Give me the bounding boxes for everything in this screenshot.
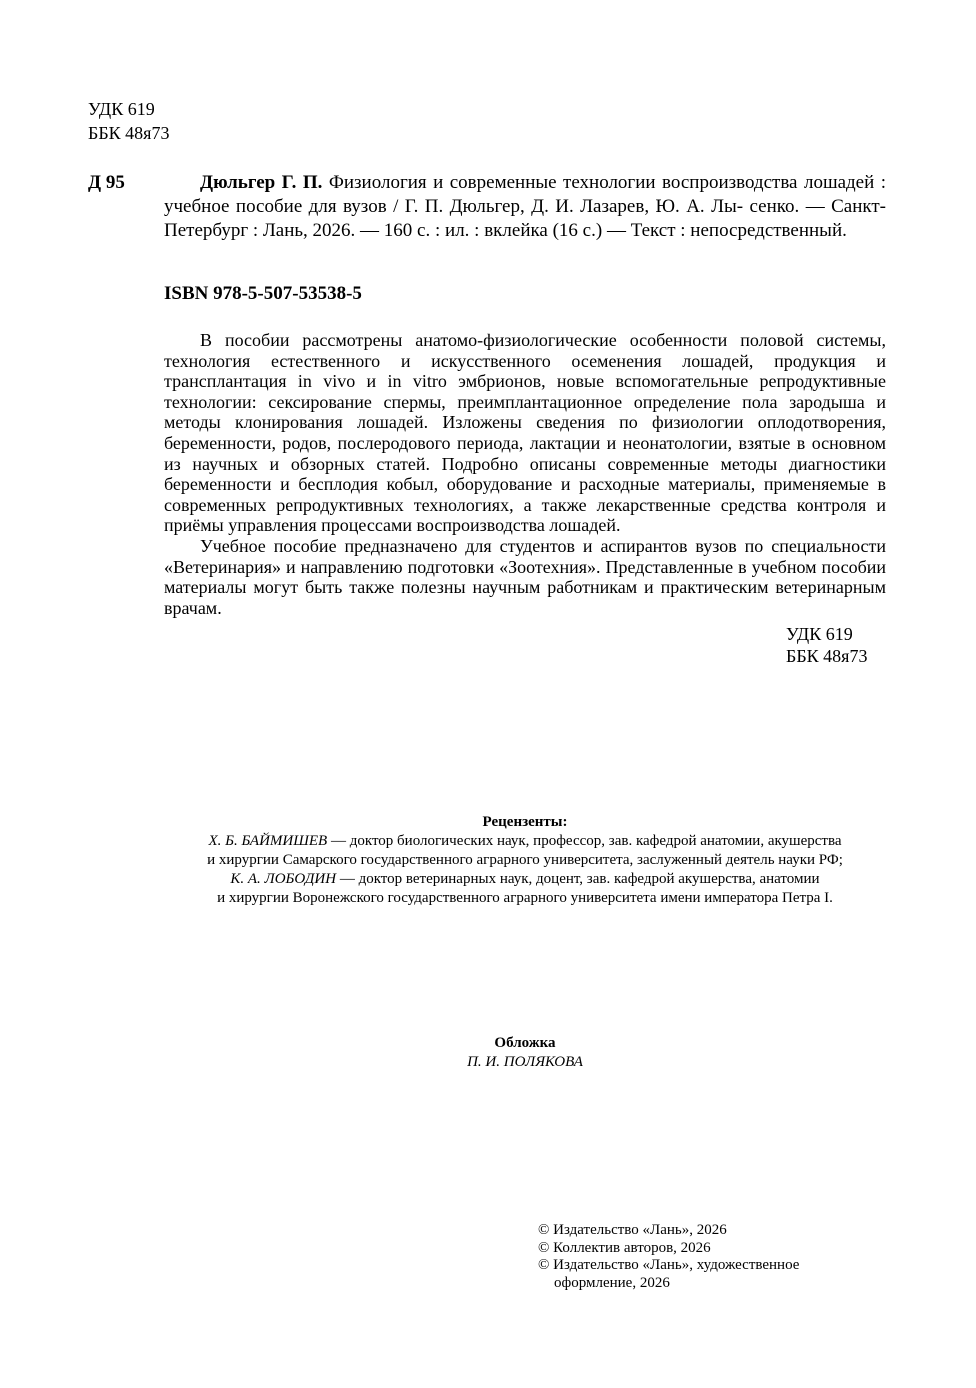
copyright-block xyxy=(538,1222,799,1292)
isbn: ISBN 978-5-507-53538-5 xyxy=(164,283,362,304)
bbk-code-bottom: ББК 48я73 xyxy=(786,646,868,666)
cover-credit xyxy=(340,1034,710,1072)
copyright-line: © Издательство «Лань», 2026 xyxy=(538,1222,727,1238)
udk-code-bottom: УДК 619 xyxy=(786,624,853,644)
reviewer-first-desc: — доктор биологических наук, профессор, зав. кафедрой анатомии, акушерства xyxy=(327,833,842,849)
description-line: непосредственный. xyxy=(690,220,847,241)
classification-bottom xyxy=(786,623,874,667)
description-line: сенко. — Санкт-Петербург : Лань, 2026. — 160 с. : ил. : вклейка (16 с.) — Текст : xyxy=(164,196,887,241)
reviewer-first xyxy=(140,832,910,851)
copyright-line: © Издательство «Лань», художественное xyxy=(538,1257,800,1273)
bbk-code-top: ББК 48я73 xyxy=(88,123,170,143)
reviewers-heading: Рецензенты: xyxy=(482,814,568,830)
annotation-paragraph: В пособии рассмотрены анатомо-физиологические особенности половой системы, технология естественного и искусственного осеменения лошадей, продукция и трансплантация in vivo и in vitro эмбрионов, новые вспомогательные репродуктивные технологии: сексирование спермы, преимплантационное определение пола зародыша и методы клонирования лошадей. Изложены сведения по физиологии оплодотворения, беременности, родов, послеродового периода, лактации и неонатологии, взятые в основном из научных и обзорных статей. Подробно описаны современные методы диагностики беременности и бесплодия кобыл, оборудование и расходные материалы, применяемые в современных репродуктивных технологиях, а также лекарственные средства контроля и приёмы управления процессами воспроизводства лошадей. xyxy=(164,330,886,536)
reviewer-first-desc-cont: и хирургии Самарского государственного аграрного университета, заслуженный деятель науки РФ; xyxy=(207,852,843,868)
bibliographic-description xyxy=(164,171,886,243)
cover-heading: Обложка xyxy=(494,1035,556,1051)
reviewer-second-name: К. А. ЛОБОДИН xyxy=(230,871,337,887)
udk-code-top: УДК 619 xyxy=(88,99,155,119)
reviewer-first-name: Х. Б. БАЙМИШЕВ xyxy=(208,833,328,849)
author-name: Дюльгер Г. П. xyxy=(200,172,323,193)
copyright-line-cont: оформление, 2026 xyxy=(554,1274,670,1291)
annotation xyxy=(164,330,886,618)
reviewer-second-desc: — доктор ветеринарных наук, доцент, зав. кафедрой акушерства, анатомии xyxy=(336,871,820,887)
annotation-paragraph: Учебное пособие предназначено для студентов и аспирантов вузов по специальности «Ветеринария» и направлению подготовки «Зоотехния». Представленные в учебном пособии материалы могут быть также полезны научным работникам и практическим ветеринарным врачам. xyxy=(164,535,886,618)
author-mark: Д 95 xyxy=(88,172,125,193)
description-line: Физиология и современные технологии воспроизводства xyxy=(328,172,798,193)
copyright-line: © Коллектив авторов, 2026 xyxy=(538,1239,711,1256)
cover-designer: П. И. ПОЛЯКОВА xyxy=(467,1054,583,1070)
reviewers-block xyxy=(140,813,910,908)
description-line: лошадей : учебное пособие для вузов / Г. П. Дюльгер, Д. И. Лазарев, Ю. А. Лы- xyxy=(164,172,887,217)
reviewer-second-desc-cont: и хирургии Воронежского государственного аграрного университета имени императора Петра I. xyxy=(217,890,833,906)
reviewer-second xyxy=(140,870,910,889)
classification-top xyxy=(88,97,169,145)
